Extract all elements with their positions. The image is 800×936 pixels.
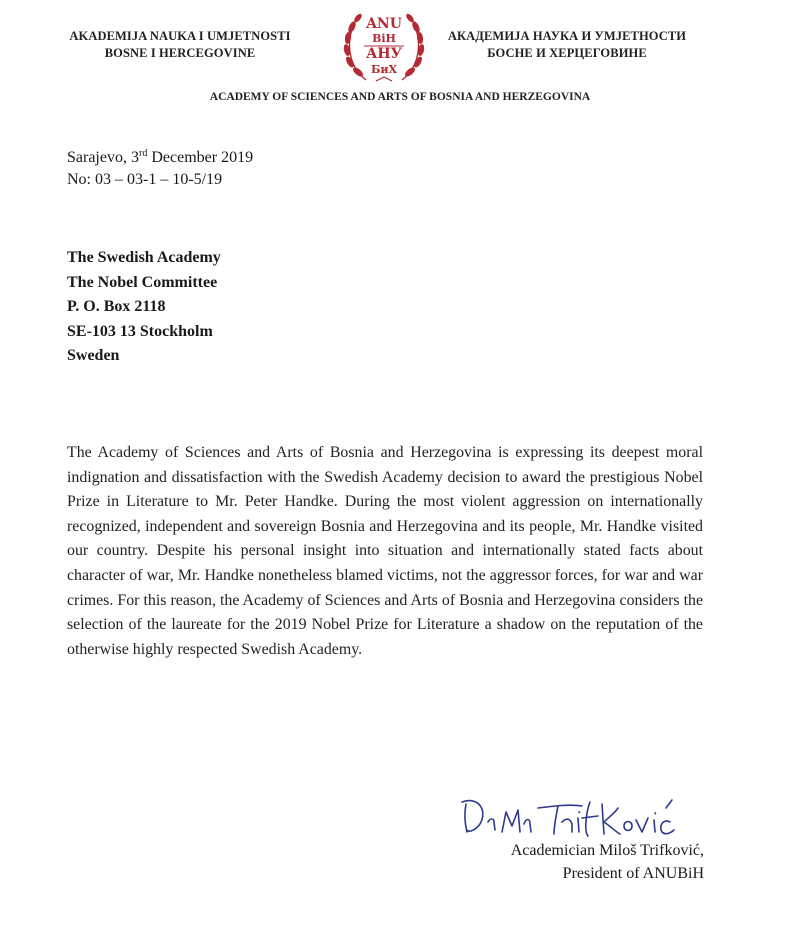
letterhead-latin-line1: AKADEMIJA NAUKA I UMJETNOSTI <box>69 29 291 43</box>
handwritten-signature <box>458 788 698 842</box>
letterhead-latin-line2: BOSNE I HERCEGOVINE <box>104 46 256 60</box>
letterhead-cyrillic <box>437 28 697 62</box>
address-line: Sweden <box>67 347 120 364</box>
address-line: SE-103 13 Stockholm <box>67 322 213 340</box>
body-paragraph: The Academy of Sciences and Arts of Bosnia and Herzegovina is expressing its deepest moral indignation and dissatisfaction with the Swedish Academy decision to award the prestigious Nobel Prize in Literature to Mr. Peter Handke. During the most violent aggression on internationally recognized, independent and sovereign Bosnia and Herzegovina and its people, Mr. Handke visited our country. Despite his personal insight into situation and internationally stated facts about character of war, Mr. Handke nonetheless blamed victims, not the aggressor forces, for war and war crimes. For this reason, the Academy of Sciences and Arts of Bosnia and Herzegovina considers the selection of the laureate for the 2019 Nobel Prize for Literature a shadow on the reputation of the otherwise highly respected Swedish Academy. <box>67 444 703 658</box>
letter-date <box>67 147 253 169</box>
letter-body <box>67 441 703 662</box>
address-line: The Swedish Academy <box>67 249 221 266</box>
signatory-title: President of ANUBiH <box>562 865 704 882</box>
letterhead-cyrillic-line1: АКАДЕМИЈА НАУКА И УМЈЕТНОСТИ <box>447 29 687 43</box>
dateline <box>67 147 253 191</box>
date-rest: December 2019 <box>147 149 254 166</box>
date-ordinal: rd <box>138 148 148 159</box>
date-prefix: Sarajevo, 3 <box>67 149 139 166</box>
signatory-name: Academician Miloš Trifković, <box>510 842 704 859</box>
emblem-text-2: BiH <box>372 32 396 45</box>
academy-emblem-icon <box>340 6 428 86</box>
recipient-address <box>67 246 221 369</box>
letterhead-cyrillic-line2: БОСНЕ И ХЕРЦЕГОВИНЕ <box>487 46 647 60</box>
letterhead-latin <box>55 28 305 62</box>
emblem-text-1: ANU <box>366 16 402 32</box>
emblem-text-3: АНУ <box>366 46 402 62</box>
reference-number: No: 03 – 03-1 – 10-5/19 <box>67 171 223 188</box>
address-line: P. O. Box 2118 <box>67 298 166 315</box>
signature-block <box>511 839 704 885</box>
emblem-text-4: БиХ <box>370 63 398 76</box>
letterhead-english: ACADEMY OF SCIENCES AND ARTS OF BOSNIA AND HERZEGOVINA <box>209 91 591 103</box>
address-line: The Nobel Committee <box>67 273 218 291</box>
